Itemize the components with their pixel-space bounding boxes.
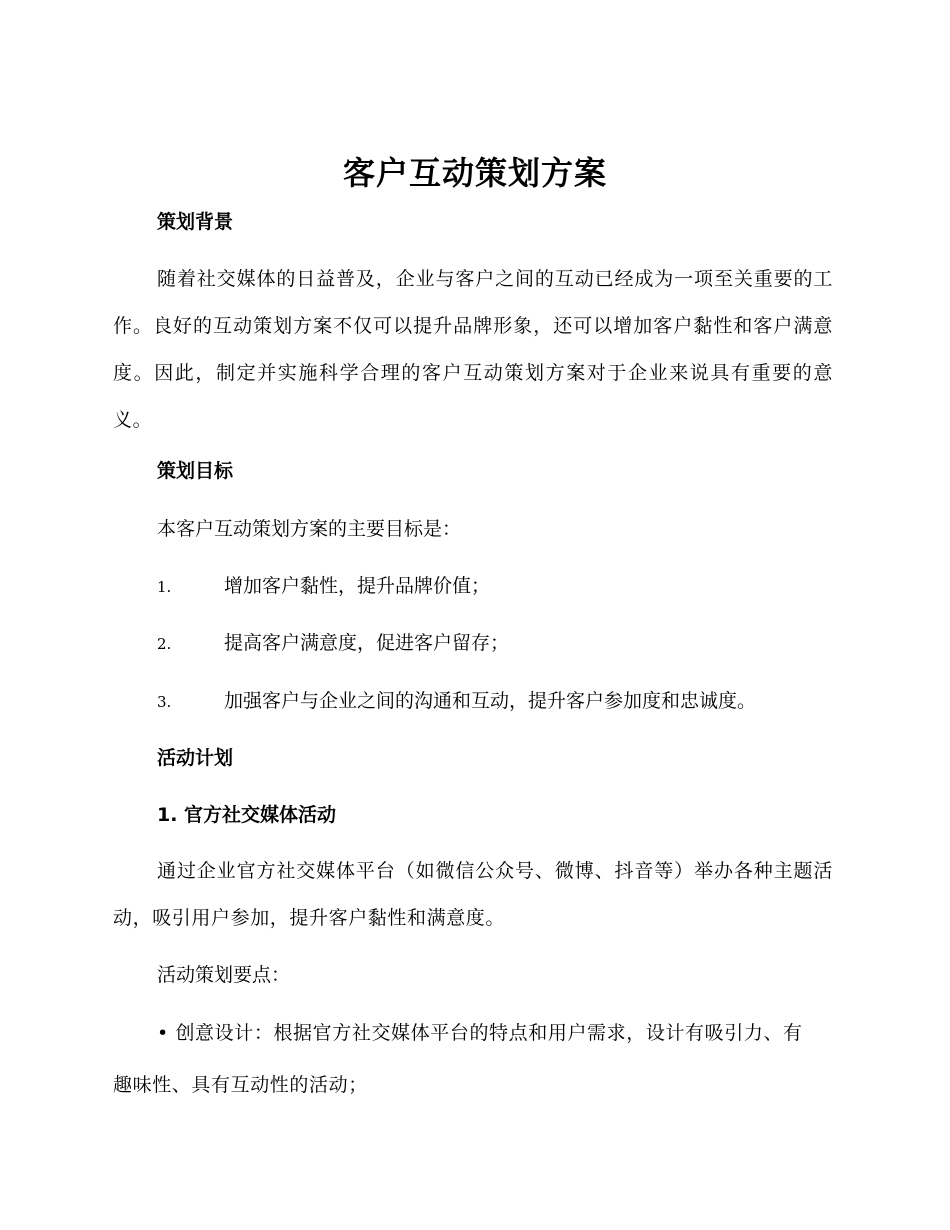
document-title: 客户互动策划方案	[342, 154, 607, 192]
goal-number: 3.	[157, 693, 172, 711]
goal-text: 提高客户满意度，促进客户留存；	[224, 632, 510, 654]
points-label: 活动策划要点：	[157, 964, 291, 986]
heading-background: 策划背景	[157, 211, 234, 233]
goal-number: 1.	[157, 578, 172, 596]
goals-intro: 本客户互动策划方案的主要目标是：	[157, 518, 462, 540]
paragraph-background: 随着社交媒体的日益普及，企业与客户之间的互动已经成为一项至关重要的工作。良好的互动策划方案不仅可以提升品牌形象，还可以增加客户黏性和客户满意度。因此，制定并实施科学合理的客户互动策划方案对于企业来说具有重要的意义。	[113, 268, 833, 431]
subheading-social-media: 1. 官方社交媒体活动	[157, 804, 337, 826]
bullet-creative-design: • 创意设计：根据官方社交媒体平台的特点和用户需求，设计有吸引力、有趣味性、具有互动性的活动；	[113, 1022, 803, 1096]
goal-item-2	[157, 629, 509, 658]
heading-goals: 策划目标	[157, 460, 234, 482]
goal-item-3	[157, 687, 756, 716]
paragraph-social-media: 通过企业官方社交媒体平台（如微信公众号、微博、抖音等）举办各种主题活动，吸引用户参加，提升客户黏性和满意度。	[113, 860, 833, 929]
goal-item-1	[157, 572, 490, 601]
heading-plan: 活动计划	[157, 747, 234, 769]
goal-text: 增加客户黏性，提升品牌价值；	[224, 575, 491, 597]
goal-text: 加强客户与企业之间的沟通和互动，提升客户参加度和忠诚度。	[224, 690, 757, 712]
goal-number: 2.	[157, 635, 172, 653]
